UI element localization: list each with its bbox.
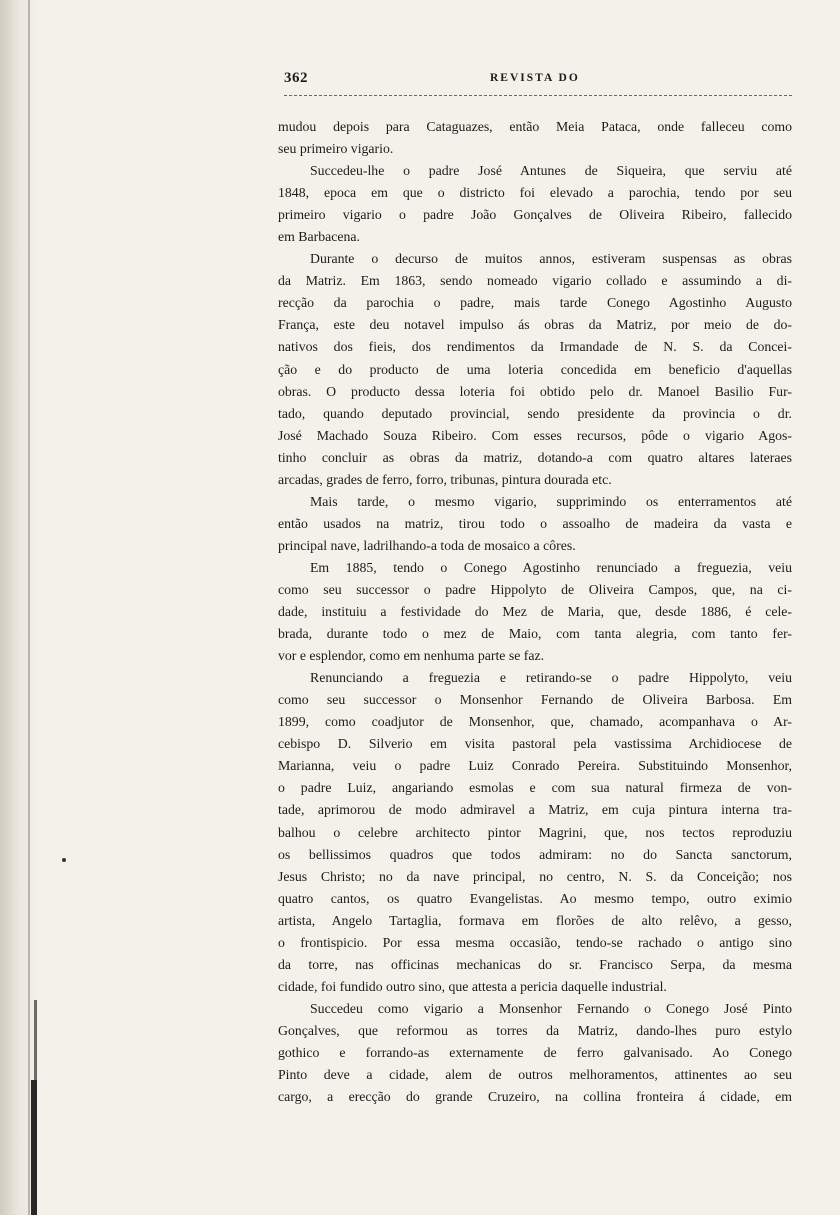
text-line: tado, quando deputado provincial, sendo presidente da provincia o dr. <box>278 405 792 421</box>
ink-speck <box>62 858 66 862</box>
text-line: os bellissimos quadros que todos admiram: no do Sancta sanctorum, <box>278 846 792 862</box>
page-number: 362 <box>284 70 308 86</box>
text-line: 1899, como coadjutor de Monsenhor, que, chamado, acompanhava o Ar- <box>278 714 792 730</box>
text-line: gothico e forrando-as externamente de ferro galvanisado. Ao Conego <box>278 1044 792 1060</box>
text-line: arcadas, grades de ferro, forro, tribunas, pintura dourada etc. <box>278 471 612 487</box>
text-line: obras. O producto dessa loteria foi obtido pelo dr. Manoel Basilio Fur- <box>278 383 792 399</box>
running-head <box>284 70 792 90</box>
text-line: como seu successor o padre Hippolyto de Oliveira Campos, que, na ci- <box>278 581 792 597</box>
text-line: o frontispicio. Por essa mesma occasião, tendo-se rachado o antigo sino <box>278 934 792 950</box>
text-line: seu primeiro vigario. <box>278 141 394 157</box>
header-rule <box>284 95 792 96</box>
text-line: Em 1885, tendo o Conego Agostinho renunciado a freguezia, veiu <box>310 559 792 575</box>
text-line: em Barbacena. <box>278 229 360 245</box>
text-line: cebispo D. Silverio em visita pastoral pela vastissima Archidiocese de <box>278 736 792 752</box>
text-line: Succedeu-lhe o padre José Antunes de Siqueira, que serviu até <box>310 163 792 179</box>
text-line: primeiro vigario o padre João Gonçalves de Oliveira Ribeiro, fallecido <box>278 207 792 223</box>
text-line: cidade, foi fundido outro sino, que attesta a pericia daquelle industrial. <box>278 978 667 994</box>
text-line: principal nave, ladrilhando-a toda de mosaico a côres. <box>278 537 576 553</box>
text-line: da torre, nas officinas mechanicas do sr. Francisco Serpa, da mesma <box>278 956 792 972</box>
binding-shadow-line <box>31 1080 37 1215</box>
text-line: da Matriz. Em 1863, sendo nomeado vigario collado e assumindo a di- <box>278 273 792 289</box>
text-line: Succedeu como vigario a Monsenhor Fernando o Conego José Pinto <box>310 1000 792 1016</box>
text-line: quatro cantos, os quatro Evangelistas. Ao mesmo tempo, outro eximio <box>278 890 792 906</box>
text-line: como seu successor o Monsenhor Fernando de Oliveira Barbosa. Em <box>278 692 792 708</box>
text-line: 1848, epoca em que o districto foi elevado a parochia, tendo por seu <box>278 185 792 201</box>
text-line: tinho concluir as obras da matriz, dotando-a com quatro altares lateraes <box>278 449 792 465</box>
text-line: tade, aprimorou de modo admiravel a Matriz, em cuja pintura interna tra- <box>278 802 792 818</box>
text-line: Marianna, veiu o padre Luiz Conrado Pereira. Substituindo Monsenhor, <box>278 758 792 774</box>
text-line: ção e do producto de uma loteria concedida em beneficio d'aquellas <box>278 361 792 377</box>
text-line: o padre Luiz, angariando esmolas e com sua natural firmeza de von- <box>278 780 792 796</box>
text-line: vor e esplendor, como em nenhuma parte se faz. <box>278 648 545 664</box>
binding-shadow-line <box>28 0 30 1215</box>
text-line: Gonçalves, que reformou as torres da Matriz, dando-lhes puro estylo <box>278 1022 792 1038</box>
running-title: REVISTA DO <box>490 72 580 84</box>
binding-shadow-line <box>34 1000 37 1080</box>
text-line: Mais tarde, o mesmo vigario, supprimindo os enterramentos até <box>310 493 792 509</box>
text-line: Pinto deve a cidade, alem de outros melhoramentos, attinentes ao seu <box>278 1067 792 1083</box>
text-line: balhou o celebre architecto pintor Magrini, que, nos tectos reproduziu <box>278 824 792 840</box>
text-line: Renunciando a freguezia e retirando-se o padre Hippolyto, veiu <box>310 670 792 686</box>
text-line: dade, instituiu a festividade do Mez de Maria, que, desde 1886, é cele- <box>278 604 792 620</box>
text-line: Durante o decurso de muitos annos, estiveram suspensas as obras <box>310 251 792 267</box>
text-line: recção da parochia o padre, mais tarde Conego Agostinho Augusto <box>278 295 792 311</box>
text-line: artista, Angelo Tartaglia, formava em florões de alto relêvo, a gesso, <box>278 912 792 928</box>
text-line: José Machado Souza Ribeiro. Com esses recursos, pôde o vigario Agos- <box>278 427 792 443</box>
body-text <box>278 116 792 1108</box>
text-line: cargo, a erecção do grande Cruzeiro, na collina fronteira á cidade, em <box>278 1089 792 1105</box>
text-line: então usados na matriz, tirou todo o assoalho de madeira da vasta e <box>278 515 792 531</box>
text-line: brada, durante todo o mez de Maio, com tanta alegria, com tanto fer- <box>278 626 792 642</box>
text-line: nativos dos fieis, dos rendimentos da Irmandade de N. S. da Concei- <box>278 339 792 355</box>
text-line: Jesus Christo; no da nave principal, no centro, N. S. da Conceição; nos <box>278 868 792 884</box>
text-line: França, este deu notavel impulso ás obras da Matriz, por meio de do- <box>278 317 792 333</box>
text-line: mudou depois para Cataguazes, então Meia Pataca, onde falleceu como <box>278 119 792 134</box>
